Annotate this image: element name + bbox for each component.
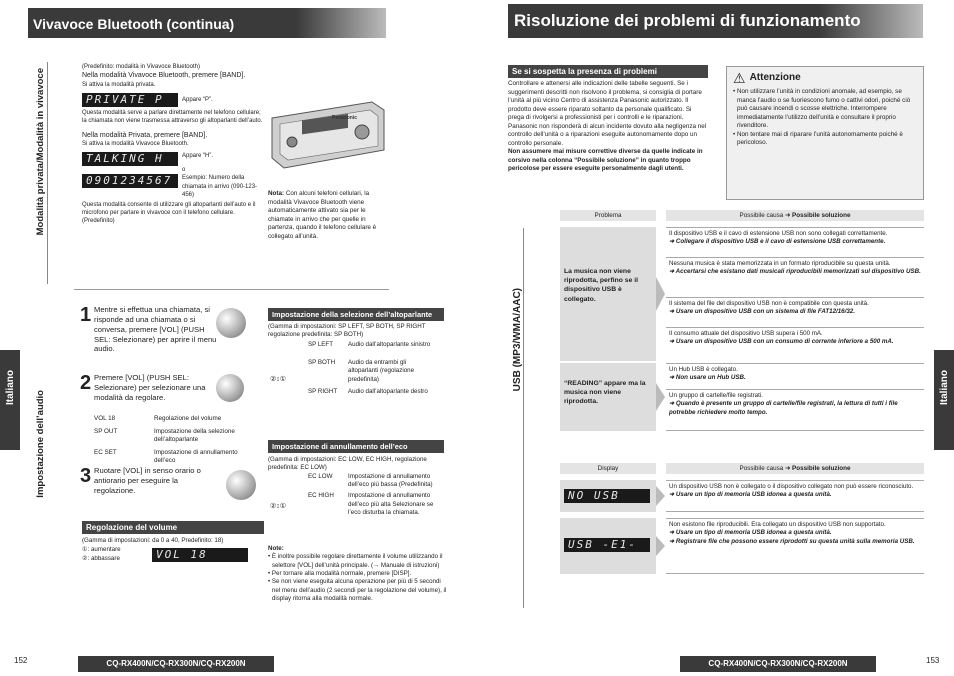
lcd-no-usb: NO USB: [564, 489, 650, 503]
problem-table: Problema Possibile causa ➜ Possibile soluzione La musica non viene riprodotta, perfino se il dispositivo USB è collegato. Il dispositivo USB e il cavo di estensione USB non sono collegati correttamente. ➜ Collegare il dispositivo USB e il cavo di estensione USB correttamente. Nessuna musica è stata memorizzata in un formato riproducibile su questa unità. ➜ Accertarsi che esistano dati musicali riproducibili memorizzati sul dispositivo USB. Il sistema del file del dispositivo USB non è compatibile con questa unità. ➜ Usare un dispositivo USB con un sistema di file FAT12/16/32. Il consumo attuale del dispositivo USB supera i 500 mA. ➜ Usare un dispositivo USB con un consumo di corrente inferiore a 500 mA. “READING” appare ma la musica non viene riprodotta. Un Hub USB è collegato. ➜ Non usare un Hub USB. Un gruppo di cartelle/file registrati. ➜ Quando è presente un gruppo di cartelle/file registrati, la lettura di tutti i file potrebbe richiedere molto tempo.: [560, 210, 924, 431]
lcd-talking-note: Appare “H”.: [182, 153, 214, 160]
speaker-title: Impostazione della selezione dell’altoparlante: [268, 308, 444, 321]
language-tab-right: Italiano: [934, 350, 954, 450]
suspect-title: Se si sospetta la presenza di problemi: [508, 65, 708, 78]
privata-activate2: Si attiva la modalità Vivavoce Bluetooth.: [82, 141, 189, 148]
lcd-private: PRIVATE P: [82, 93, 178, 107]
suspect-body: Controllare e attenersi alle indicazioni delle tabelle seguenti. Se i suggerimenti descritti non risolvono il problema, si consiglia di portare l’unità al più vicino Centro di assistenza Panasonic autorizzato. Il prodotto deve essere riparato soltanto da personale qualificato. Si prega di rivolgersi a professionisti per i controlli e le riparazioni. Panasonic non risponderà di alcun incidente dovuto alla negligenza nel controllo dell’unità o a riparazioni eseguite autonomamente dopo un controllo personale. Non assumere mai misure correttive diverse da quelle indicate in corsivo nella colonna “Possibile soluzione” in quanto troppo pericolose per essere eseguite personalmente dagli utenti.: [508, 80, 707, 172]
privata-desc2: Questa modalità consente di utilizzare gli altoparlanti dell’auto e il microfono per parlare in vivavoce con il telefono cellulare. (Predefinito): [82, 201, 256, 224]
step-3: 3 Ruotare [VOL] in senso orario o antiorario per eseguire la regolazione.: [80, 465, 201, 495]
display-row-1: NO USB Un dispositivo USB non è collegato o il dispositivo collegato non può essere riconosciuto. ➜ Usare un tipo di memoria USB idonea a questa unità.: [560, 480, 924, 512]
lcd-number: 0901234567: [82, 174, 178, 188]
warning-icon: ⚠: [733, 70, 746, 86]
right-header-title: Risoluzione dei problemi di funzionamento: [514, 11, 861, 30]
side-divider: [74, 289, 389, 290]
radio-brand: Panasonic: [332, 115, 358, 121]
vol-knob-2: [216, 374, 244, 402]
privata-activate: Si attiva la modalità privata.: [82, 81, 156, 88]
volume-body: (Gamma di impostazioni: da 0 a 40, Predefinito: 18) ①: aumentare ②: abbassare VOL 18: [82, 537, 264, 563]
language-tab-left: Italiano: [0, 350, 20, 450]
right-header: [508, 4, 923, 38]
warning-box: ⚠ Attenzione • Non utilizzare l’unità in condizioni anomale, ad esempio, se manca l’audio o se fuoriescono fumo o cattivi odori, poiché ciò può causare incendi o scosse elettriche. Interrompere immediatamente l’utilizzo dell’unità e consultare il proprio rivenditore. • Non tentare mai di riparare l’unità autonomamente poiché è pericoloso.: [726, 66, 924, 200]
lcd-volume: VOL 18: [152, 548, 248, 562]
footer-model-right: CQ-RX400N/CQ-RX300N/CQ-RX200N: [680, 656, 876, 672]
side-label-bottom: Impostazione dell’audio: [35, 390, 46, 498]
left-header: [28, 8, 386, 38]
rotate-arrows-icon: ②↕①: [270, 376, 287, 383]
privata-line1: Nella modalità Vivavoce Bluetooth, premere [BAND].: [82, 72, 246, 80]
vol-knob-3: [226, 470, 256, 500]
rotate-arrows-icon-2: ②↕①: [270, 503, 287, 510]
privata-desc1: Questa modalità serve a parlare direttamente nel telefono cellulare; la chiamata non viene trasmessa attraverso gli altoparlanti dell’auto.: [82, 109, 263, 124]
page-number-right: 153: [926, 656, 940, 665]
privata-line2: Nella modalità Privata, premere [BAND].: [82, 131, 208, 139]
problem-group-2: “READING” appare ma la musica non viene riprodotta. Un Hub USB è collegato. ➜ Non usare un Hub USB. Un gruppo di cartelle/file registrati. ➜ Quando è presente un gruppo di cartelle/file registrati, la lettura di tutti i file potrebbe richiedere molto tempo.: [560, 363, 924, 431]
echo-body: (Gamma di impostazioni: EC LOW, EC HIGH, regolazione predefinita: EC LOW) EC LOW Impostazione di annullamento dell’eco più bassa (Predefinita) EC HIGH Impostazione di annullamento dell’eco più alta Selezionare se l’eco disturba la chiamata.: [268, 456, 434, 517]
vol-knob-1: [216, 308, 246, 338]
echo-title: Impostazione di annullamento dell’eco: [268, 440, 444, 453]
car-radio-illustration: [262, 98, 386, 170]
modes-list: VOL 18 Regolazione del volume SP OUT Impostazione della selezione dell’altoparlante EC SET Impostazione di annullamento dell’eco: [94, 415, 238, 464]
lcd-usb-e1: USB -E1-: [564, 538, 650, 552]
footer-model-left: CQ-RX400N/CQ-RX300N/CQ-RX200N: [78, 656, 274, 672]
step-2: 2 Premere [VOL] (PUSH SEL: Selezionare) per selezionare una modalità da regolare.: [80, 372, 206, 402]
side-label-top: Modalità privata/Modalità in vivavoce: [34, 62, 48, 284]
notes-block: Note: • È inoltre possibile regolare direttamente il volume utilizzando il selettore [VOL] dell’unità principale. (→ Manuale di istruzioni) • Per tornare alla modalità normale, premere [DISP]. • Se non viene eseguita alcuna operazione per più di 5 secondi nel menu dell’audio (2 secondi per la regolazione del volume), il display ritorna alla modalità normale.: [268, 545, 447, 603]
display-row-2: USB -E1- Non esistono file riproducibili. Era collegato un dispositivo USB non supportato. ➜ Usare un tipo di memoria USB idonea a questa unità. ➜ Registrare file che possono essere riprodotti su questa unità sulla memoria USB.: [560, 518, 924, 574]
lcd-talking: TALKING H: [82, 152, 178, 166]
display-table: Display Possibile causa ➜ Possibile soluzione NO USB Un dispositivo USB non è collegato o il dispositivo collegato non può essere riconosciuto. ➜ Usare un tipo di memoria USB idonea a questa unità. USB -E1- Non esistono file riproducibili. Era collegato un dispositivo USB non supportato. ➜ Usare un tipo di memoria USB idonea a questa unità. ➜ Registrare file che possono essere riprodotti su questa unità sulla memoria USB.: [560, 463, 924, 574]
usb-side-label: USB (MP3/WMA/AAC): [510, 228, 524, 608]
left-header-title: Vivavoce Bluetooth (continua): [33, 16, 235, 32]
lcd-number-note: Esempio: Numero della chiamata in arrivo (090-123-456): [182, 175, 258, 198]
lcd-private-note: Appare “P”.: [182, 96, 213, 103]
volume-title: Regolazione del volume: [82, 521, 264, 534]
page-number-left: 152: [14, 656, 28, 665]
or-text: o: [182, 167, 186, 174]
privata-section: [82, 63, 264, 225]
speaker-body: (Gamma di impostazioni: SP LEFT, SP BOTH, SP RIGHT regolazione predefinita: SP BOTH) SP LEFT Audio dall’altoparlante sinistro SP BOTH Audio da entrambi gli altoparlanti (regolazione predefinita) SP RIGHT Audio dall’altoparlante destro: [268, 323, 431, 396]
problem-group-1: La musica non viene riprodotta, perfino se il dispositivo USB è collegato. Il dispositivo USB e il cavo di estensione USB non sono collegati correttamente. ➜ Collegare il dispositivo USB e il cavo di estensione USB correttamente. Nessuna musica è stata memorizzata in un formato riproducibile su questa unità. ➜ Accertarsi che esistano dati musicali riproducibili memorizzati sul dispositivo USB. Il sistema del file del dispositivo USB non è compatibile con questa unità. ➜ Usare un dispositivo USB con un sistema di file FAT12/16/32. Il consumo attuale del dispositivo USB supera i 500 mA. ➜ Usare un dispositivo USB con un consumo di corrente inferiore a 500 mA.: [560, 227, 924, 361]
step-1: 1 Mentre si effettua una chiamata, si risponde ad una chiamata o si conversa, premere [VOL] (PUSH SEL: Selezionare) per aprire il menu audio.: [80, 304, 217, 354]
nota-block: Nota: Con alcuni telefoni cellulari, la modalità Vivavoce Bluetooth viene automaticamente attivato sia per le chiamate in arrivo che per quelle in partenza, quando il telefono cellulare è collegato all’unità.: [268, 190, 377, 240]
default-note: (Predefinito: modalità in Vivavoce Bluetooth): [82, 64, 200, 70]
